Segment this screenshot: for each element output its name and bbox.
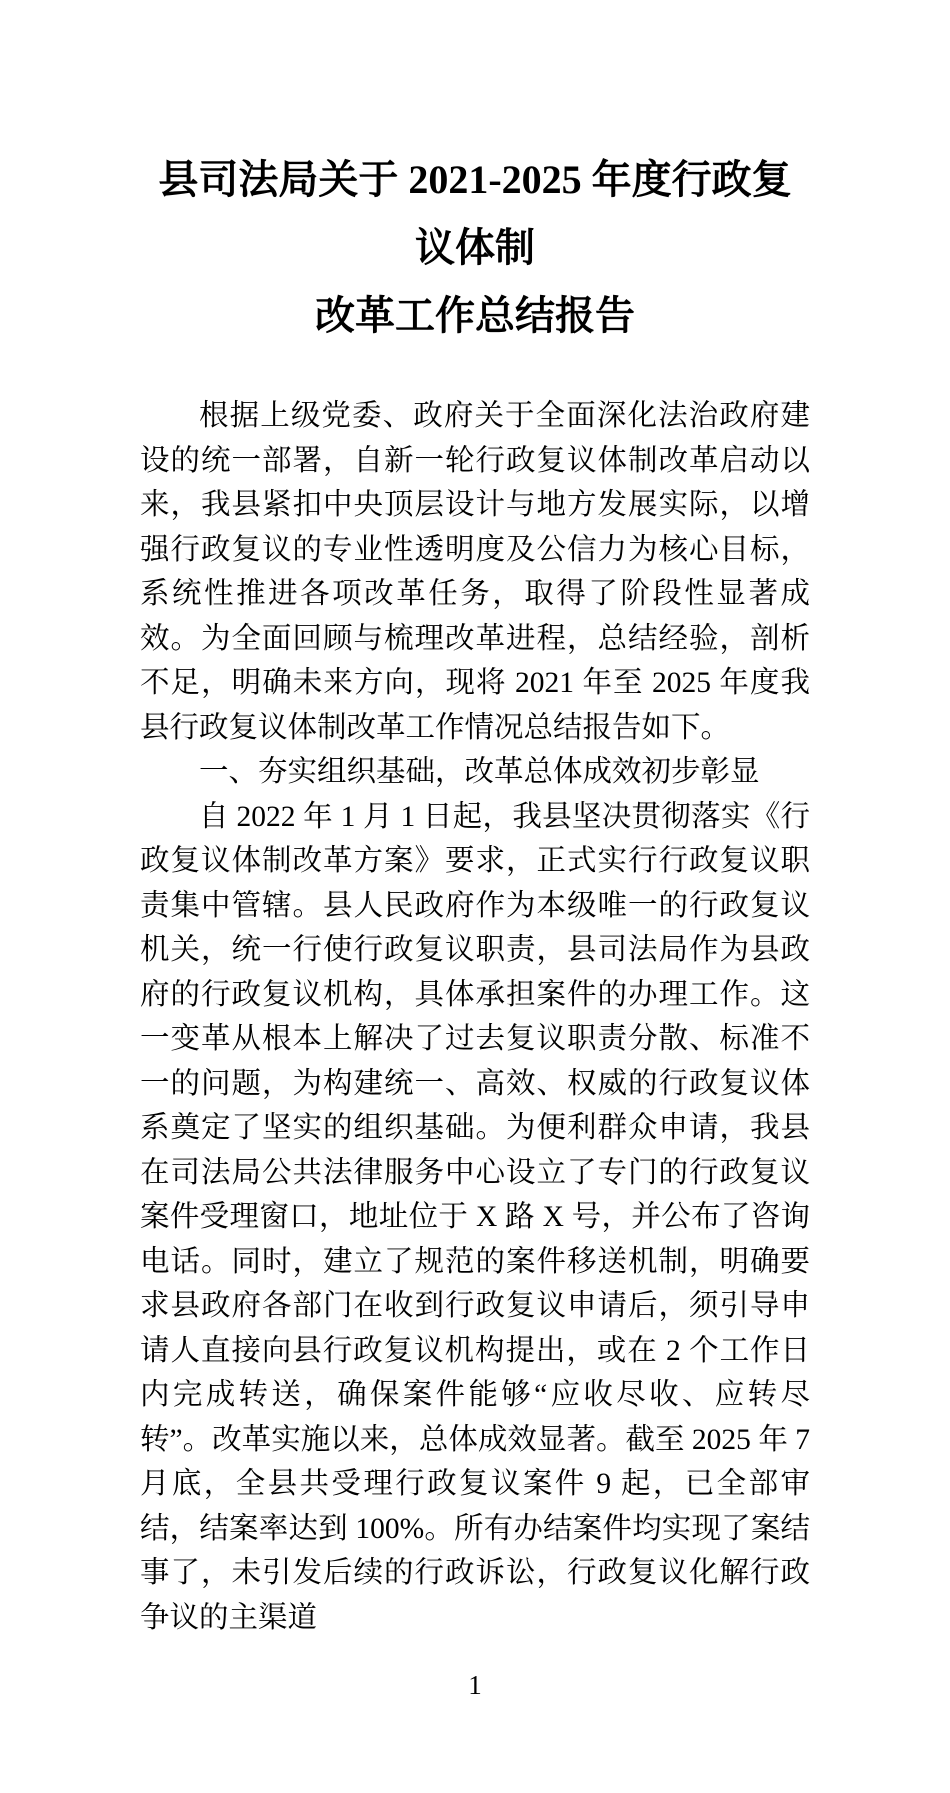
section-1-paragraph: 自 2022 年 1 月 1 日起，我县坚决贯彻落实《行政复议体制改革方案》要求，正式实行行政复议职责集中管辖。县人民政府作为本级唯一的行政复议机关，统一行使行政复议职责，县司法局作为县政府的行政复议机构，具体承担案件的办理工作。这一变革从根本上解决了过去复议职责分散、标准不一的问题，为构建统一、高效、权威的行政复议体系奠定了坚实的组织基础。为便利群众申请，我县在司法局公共法律服务中心设立了专门的行政复议案件受理窗口，地址位于 X 路 X 号，并公布了咨询电话。同时，建立了规范的案件移送机制，明确要求县政府各部门在收到行政复议申请后，须引导申请人直接向县行政复议机构提出，或在 2 个工作日内完成转送，确保案件能够“应收尽收、应转尽转”。改革实施以来，总体成效显著。截至 2025 年 7 月底，全县共受理行政复议案件 9 起，已全部审结，结案率达到 100%。所有办结案件均实现了案结事了，未引发后续的行政诉讼，行政复议化解行政争议的主渠道 (140, 800, 810, 1634)
document-body (140, 394, 810, 1640)
document-title-line-2: 改革工作总结报告 (315, 293, 635, 338)
document-title-line-1: 县司法局关于 2021-2025 年度行政复议体制 (158, 157, 792, 270)
document-title (140, 146, 810, 350)
intro-paragraph: 根据上级党委、政府关于全面深化法治政府建设的统一部署，自新一轮行政复议体制改革启动以来，我县紧扣中央顶层设计与地方发展实际，以增强行政复议的专业性透明度及公信力为核心目标，系统性推进各项改革任务，取得了阶段性显著成效。为全面回顾与梳理改革进程，总结经验，剖析不足，明确未来方向，现将 2021 年至 2025 年度我县行政复议体制改革工作情况总结报告如下。 (140, 400, 810, 744)
section-1-heading: 一、夯实组织基础，改革总体成效初步彰显 (199, 756, 760, 788)
page-footer (140, 1640, 810, 1701)
page-number: 1 (468, 1670, 482, 1700)
